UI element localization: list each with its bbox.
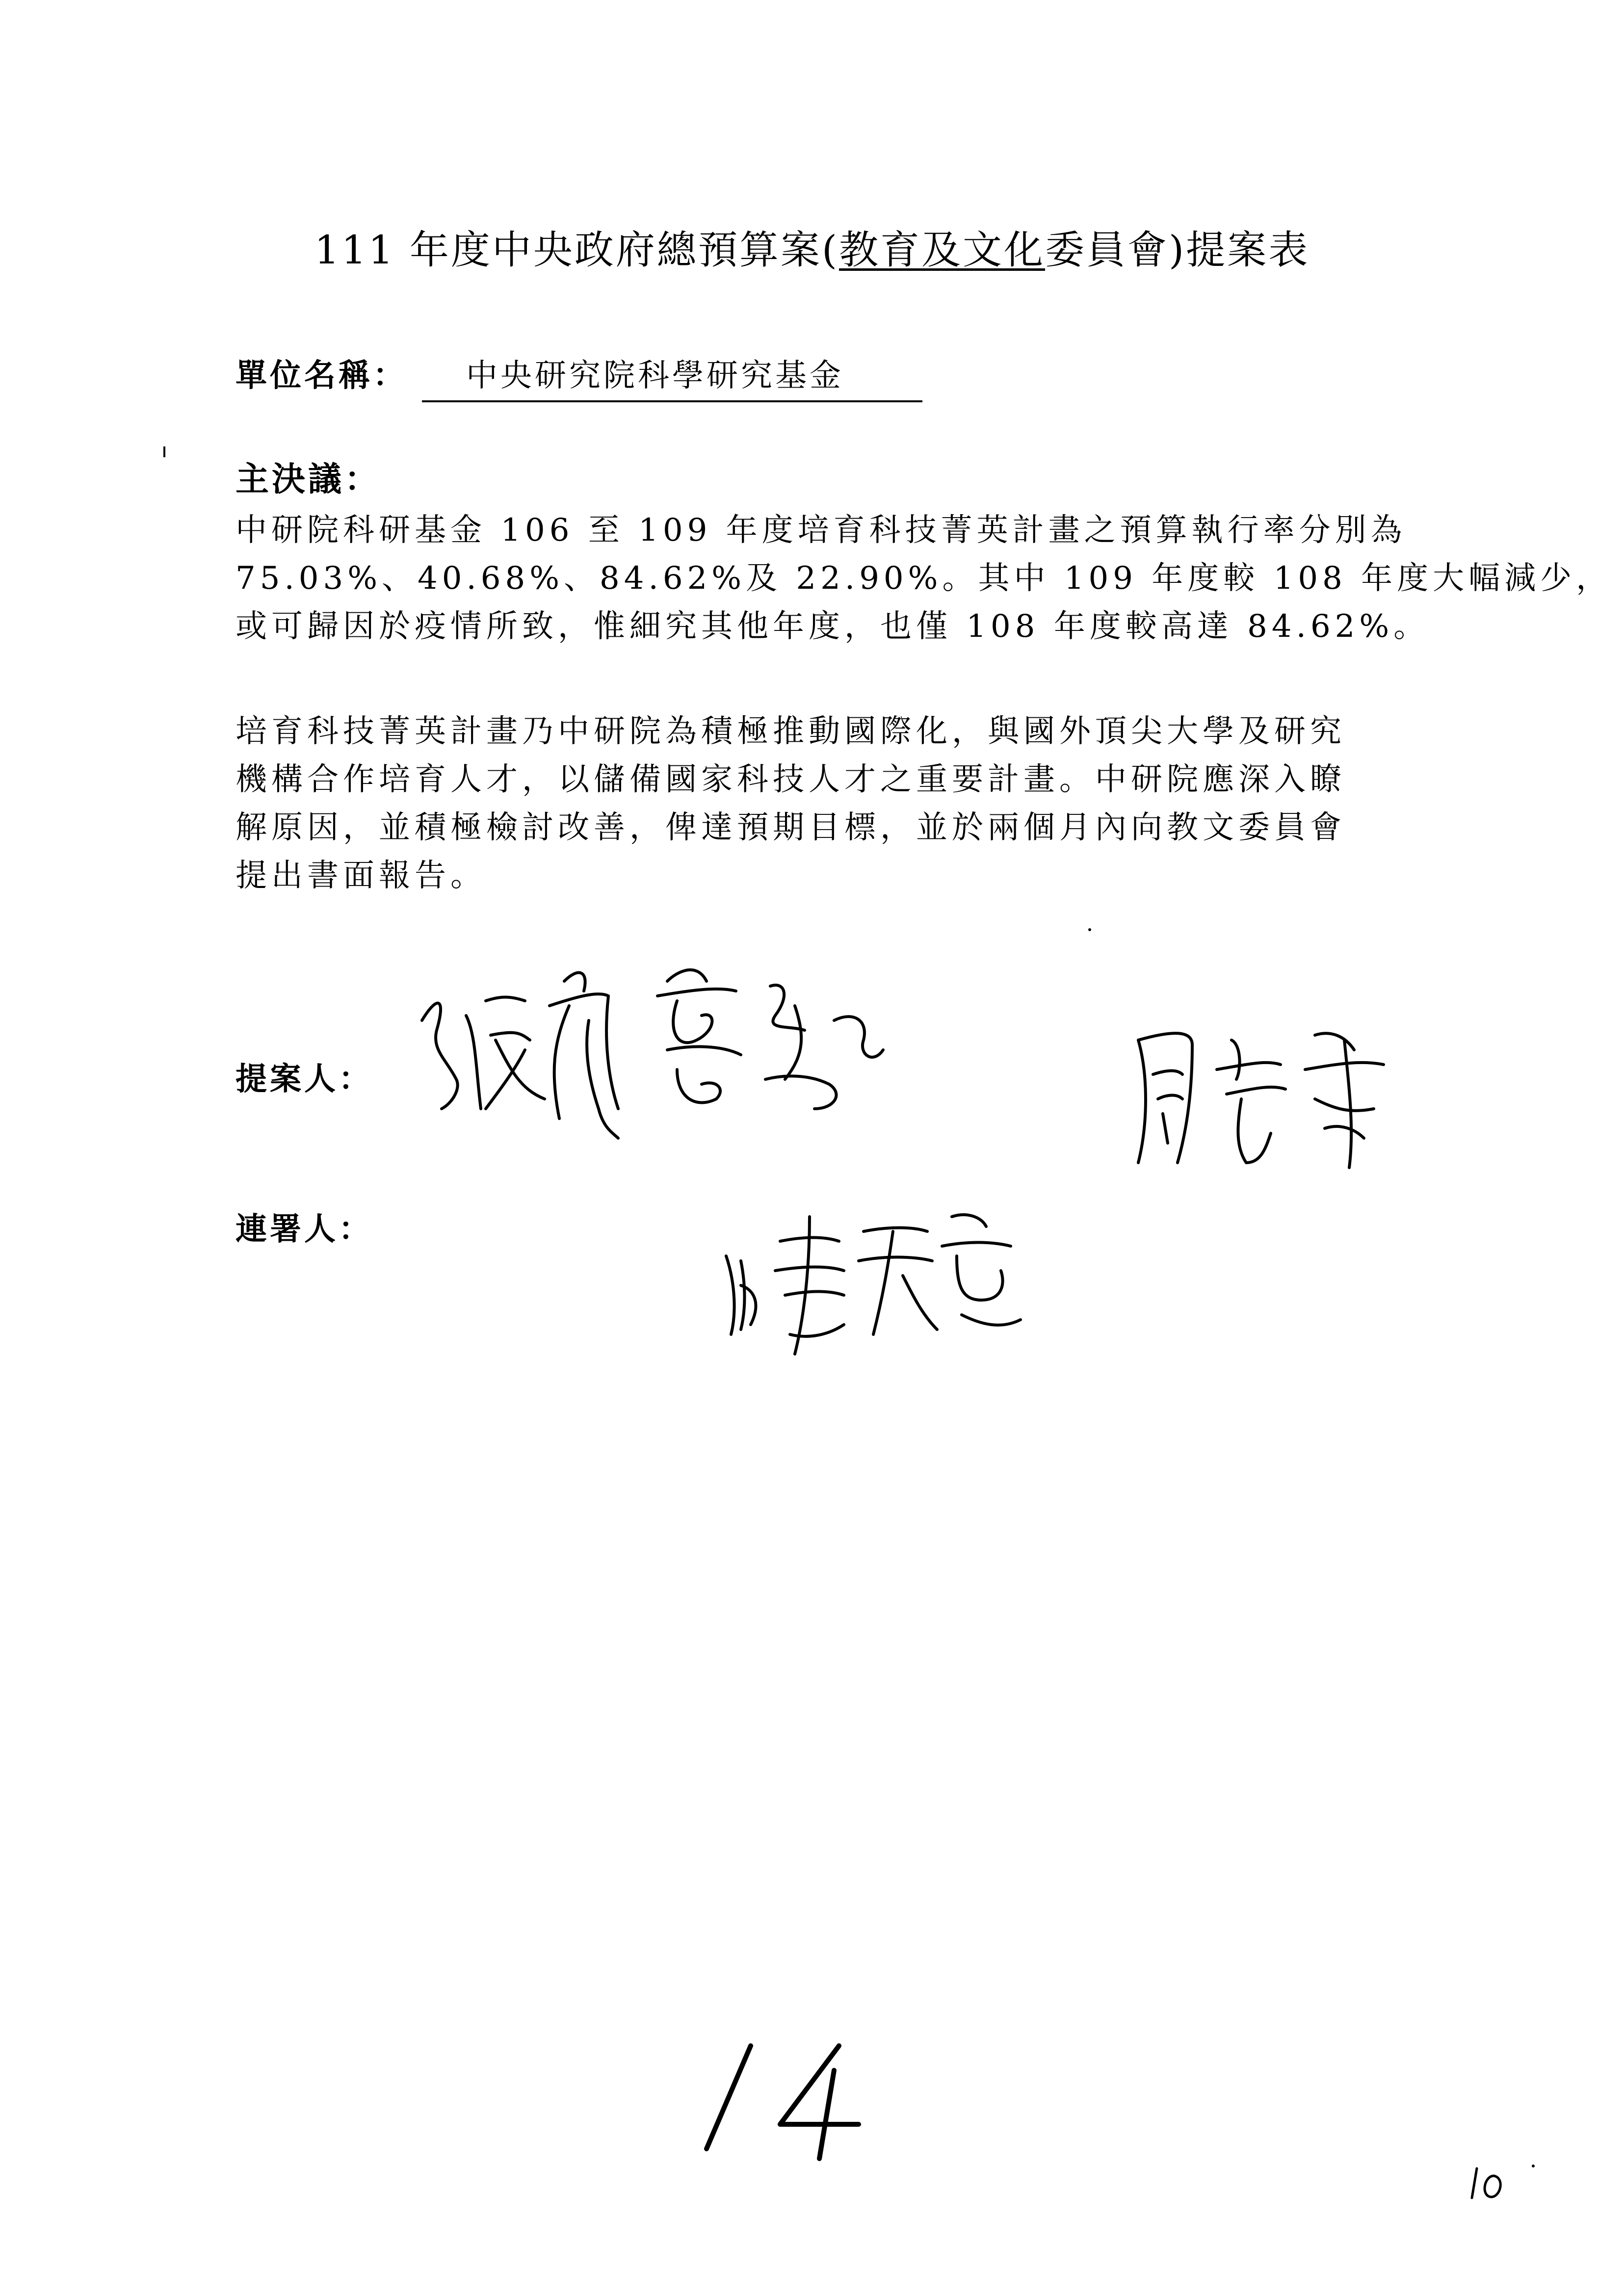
- paragraph-line: 培育科技菁英計畫乃中研院為積極推動國際化，與國外頂尖大學及研究: [236, 713, 1346, 750]
- corner-mark: [1467, 2154, 1541, 2208]
- unit-label: 單位名稱：: [236, 358, 407, 394]
- paragraph-line: 中研院科研基金 106 至 109 年度培育科技菁英計畫之預算執行率分別為: [236, 512, 1407, 548]
- paragraph-line: 解原因，並積極檢討改善，俾達預期目標，並於兩個月內向教文委員會: [236, 809, 1346, 846]
- proposer-signature-2: [1119, 1001, 1423, 1187]
- resolution-paragraph-2: [236, 707, 1452, 900]
- cosigner-label: 連署人：: [236, 1211, 373, 1248]
- scan-dot: [1088, 928, 1091, 931]
- proposer-signature-1: [402, 922, 1021, 1177]
- paragraph-line: 或可歸因於疫情所致，惟細究其他年度，也僅 108 年度較高達 84.62%。: [236, 608, 1430, 645]
- title-suffix: 委員會)提案表: [1045, 227, 1310, 273]
- document-title: [0, 221, 1624, 280]
- paragraph-line: 提出書面報告。: [236, 858, 486, 894]
- title-prefix: 111 年度中央政府總預算案(: [314, 227, 839, 273]
- proposer-label: 提案人：: [236, 1061, 373, 1097]
- scan-mark: [163, 446, 165, 457]
- paragraph-line: 75.03%、40.68%、84.62%及 22.90%。其中 109 年度較 108 年度大幅減少，: [236, 560, 1612, 597]
- handwritten-page-number: [697, 2036, 873, 2164]
- unit-value: 中央研究院科學研究基金: [422, 351, 922, 402]
- resolution-paragraph-1: [236, 506, 1612, 651]
- paragraph-line: 機構合作培育人才，以儲備國家科技人才之重要計畫。中研院應深入瞭: [236, 761, 1346, 798]
- title-committee: 教育及文化: [839, 227, 1046, 273]
- cosigner-signature: [707, 1187, 1030, 1364]
- resolution-label: 主決議：: [236, 460, 381, 499]
